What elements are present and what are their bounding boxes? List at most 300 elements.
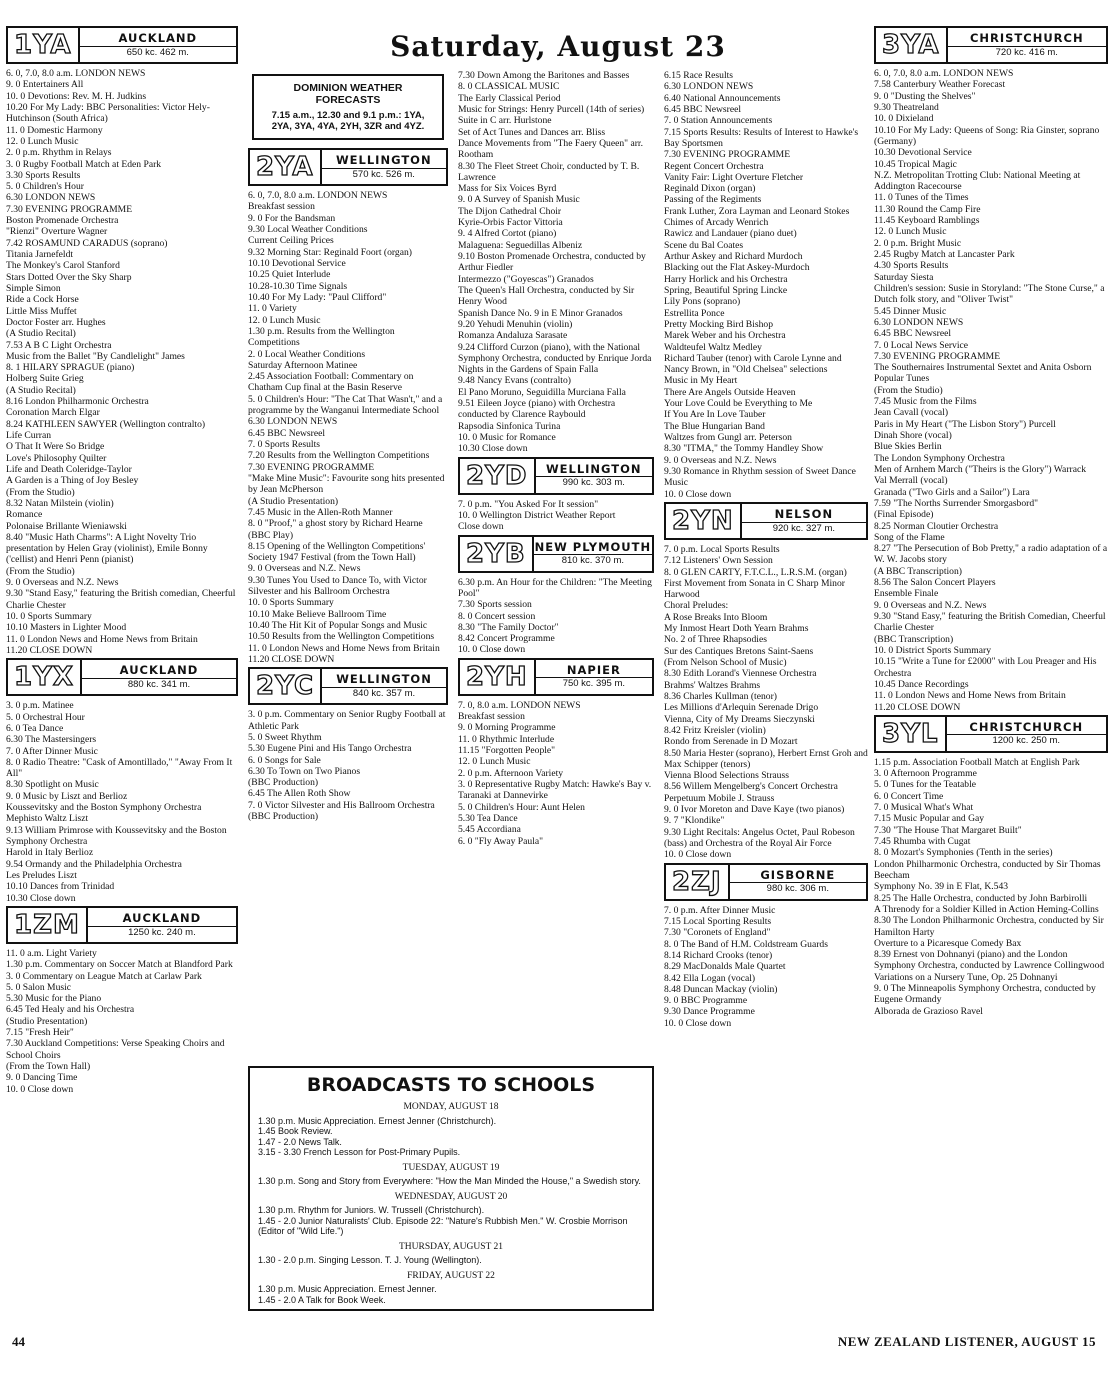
schedule-entry: 8.27 "The Persecution of Bob Pretty," a radio adaptation of a W. W. Jacobs story bbox=[874, 543, 1108, 566]
station-call-sign: 3YL bbox=[876, 717, 947, 751]
station-call-sign: 2ZJ bbox=[666, 865, 730, 899]
column-1 bbox=[6, 24, 238, 1313]
schedule-2yh-continued bbox=[664, 70, 868, 500]
schedule-entry: Les Preludes Liszt bbox=[6, 869, 77, 881]
schools-day-heading: TUESDAY, AUGUST 19 bbox=[402, 1163, 500, 1174]
schedule-entry: 11.20 CLOSE DOWN bbox=[248, 653, 335, 665]
schedule-entry: 5. 0 Children's Hour bbox=[6, 181, 84, 193]
schedule-entry: 7. 0 After Dinner Music bbox=[6, 745, 98, 757]
schedule-entry: Choral Preludes: bbox=[664, 600, 729, 612]
schedule-entry: 5. 0 Salon Music bbox=[6, 981, 72, 993]
schedule-entry: 9.13 William Primrose with Koussevitsky and the Boston Symphony Orchestra bbox=[6, 824, 227, 847]
schedule-entry: 3. 0 Rugby Football Match at Eden Park bbox=[6, 158, 162, 170]
schedule-entry: 11. 0 Tunes of the Times bbox=[874, 192, 969, 204]
schedule-2ya-continued bbox=[458, 70, 654, 455]
schedule-entry: 11. 0 London News and Home News from Britain bbox=[874, 690, 1066, 702]
schedule-entry: My Inmost Heart Doth Yearn Brahms bbox=[664, 623, 809, 635]
schedule-entry: 8.50 Maria Hester (soprano), Herbert Ernst Groh and Max Schipper (tenors) bbox=[664, 747, 868, 770]
schedule-entry: Life Curran bbox=[6, 430, 52, 441]
schedule-entry: 9. 0 Overseas and N.Z. News bbox=[248, 563, 361, 575]
schedule-entry: Vienna Blood Selections Strauss bbox=[664, 770, 789, 782]
schedule-entry: Frank Luther, Zora Layman and Leonard Stokes bbox=[664, 205, 850, 217]
schedule-entry: 9. 0 For the Bandsman bbox=[248, 212, 336, 224]
station-frequency: 1250 kc. 240 m. bbox=[88, 926, 236, 938]
schedule-entry: 6.45 BBC Newsreel bbox=[664, 103, 742, 115]
schedule-entry: 10.45 Tropical Magic bbox=[874, 158, 957, 170]
schedule-entry: 9.30 Local Weather Conditions bbox=[248, 224, 368, 236]
schedule-entry: Holberg Suite Grieg bbox=[6, 373, 84, 385]
schedule-entry: 7.30 Sports session bbox=[458, 599, 532, 611]
schedule-entry: Simple Simon bbox=[6, 282, 61, 294]
schedule-entry: Men of Arnhem March ("Theirs is the Glory") Warrack bbox=[874, 463, 1087, 475]
schedule-entry: Mass for Six Voices Byrd bbox=[458, 183, 557, 195]
schedule-2yn bbox=[664, 544, 868, 861]
schools-entry: 1.45 - 2.0 A Talk for Book Week. bbox=[258, 1294, 386, 1305]
schedule-entry: 9. 0 Overseas and N.Z. News bbox=[664, 454, 777, 466]
schedule-entry: 6. 0 Concert Time bbox=[874, 790, 944, 802]
station-call-sign: 1YX bbox=[8, 660, 82, 694]
schedule-entry: Koussevitsky and the Boston Symphony Orchestra bbox=[6, 802, 202, 814]
schedule-entry: 6.40 National Announcements bbox=[664, 92, 781, 104]
broadcasts-to-schools-box bbox=[248, 1066, 654, 1311]
schedule-entry: 10. 0 Close down bbox=[664, 849, 732, 861]
schedule-entry: Waltzes from Gungl arr. Peterson bbox=[664, 432, 792, 443]
schedule-entry: Breakfast session bbox=[248, 201, 315, 213]
schedule-entry: 7. 0 p.m. After Dinner Music bbox=[664, 904, 776, 916]
schedule-entry: The Queen's Hall Orchestra, conducted by Sir Henry Wood bbox=[458, 284, 635, 308]
schedule-entry: A Rose Breaks Into Bloom bbox=[664, 611, 768, 623]
schedule-entry: Kyrie-Orbis Factor Vittoria bbox=[458, 217, 563, 229]
schedule-entry: 3. 0 p.m. Commentary on Senior Rugby Football at Athletic Park bbox=[248, 709, 446, 732]
schedule-entry: Set of Act Tunes and Dances arr. Bliss bbox=[458, 126, 606, 138]
schedule-entry: 7. 0, 8.0 a.m. LONDON NEWS bbox=[458, 699, 581, 711]
weather-body: 7.15 a.m., 12.30 and 9.1 p.m.: 1YA, 2YA, 3YA, 4YA, 2YH, 3ZR and 4YZ. bbox=[271, 109, 425, 132]
station-frequency: 840 kc. 357 m. bbox=[322, 687, 446, 699]
schedule-entry: Marek Weber and his Orchestra bbox=[664, 330, 786, 342]
schedule-entry: Spanish Dance No. 9 in E Minor Granados bbox=[458, 307, 623, 319]
schedule-entry: 11. 0 London News and Home News from Britain bbox=[248, 642, 440, 654]
schedule-entry: 6.45 BBC Newsreel bbox=[248, 427, 326, 439]
schedule-entry: 8.32 Natan Milstein (violin) bbox=[6, 497, 114, 509]
schedule-entry: Saturday Siesta bbox=[874, 271, 934, 283]
schedule-entry: 8.30 The Fleet Street Choir, conducted by T. B. Lawrence bbox=[458, 160, 640, 183]
schedule-entry: 11. 0 London News and Home News from Britain bbox=[6, 633, 198, 645]
schedule-entry: 8. 0 Concert session bbox=[458, 610, 536, 622]
schedule-entry: 6.15 Race Results bbox=[664, 70, 734, 81]
schedule-entry: The Dijon Cathedral Choir bbox=[458, 205, 562, 217]
schedule-entry: 7.30 Auckland Competitions: Verse Speaking Choirs and School Choirs bbox=[6, 1038, 225, 1061]
schedule-entry: 8.42 Ella Logan (vocal) bbox=[664, 972, 756, 984]
schools-entry: 1.30 p.m. Music Appreciation. Ernest Jenner. bbox=[258, 1283, 437, 1294]
schedule-entry: Scene du Bal Coates bbox=[664, 239, 744, 251]
schedule-entry: 8. 0 The Band of H.M. Coldstream Guards bbox=[664, 938, 828, 950]
schedule-entry: (BBC Play) bbox=[248, 529, 294, 541]
schedule-entry: 9.20 Yehudi Menuhin (violin) bbox=[458, 318, 573, 330]
schedule-entry: 9. 0 Morning Programme bbox=[458, 722, 556, 734]
schools-day-heading: WEDNESDAY, AUGUST 20 bbox=[394, 1191, 508, 1202]
schedule-entry: 8.15 Opening of the Wellington Competitions' Society 1947 Festival (from the Town Hall) bbox=[248, 540, 426, 564]
schedule-entry: 3. 0 Representative Rugby Match: Hawke's Bay v. Taranaki at Dannevirke bbox=[458, 778, 652, 802]
schedule-entry: The Southernaires Instrumental Sextet and Anita Osborn bbox=[874, 362, 1092, 374]
schedule-entry: 10. 0 Sports Summary bbox=[6, 611, 92, 622]
schedule-entry: 8.24 KATHLEEN SAWYER (Wellington contralto) bbox=[6, 418, 206, 430]
schedule-entry: (From the Studio) bbox=[6, 565, 75, 577]
schedule-entry: 8.30 "The Family Doctor" bbox=[458, 621, 559, 633]
schedule-entry: Romance bbox=[6, 509, 43, 521]
schedule-entry: 6.30 p.m. An Hour for the Children: "The Meeting Pool" bbox=[458, 576, 652, 599]
schedule-2yd bbox=[458, 499, 654, 533]
schedule-entry: 7.30 EVENING PROGRAMME bbox=[874, 350, 1001, 362]
schedule-entry: 8.30 Edith Lorand's Viennese Orchestra bbox=[664, 668, 817, 680]
schedule-entry: 2. 0 Local Weather Conditions bbox=[248, 348, 366, 360]
schedule-entry: 8.29 MacDonalds Male Quartet bbox=[664, 961, 786, 973]
schedule-entry: 9. 0 BBC Programme bbox=[664, 995, 748, 1007]
schedule-entry: Dance Movements from "The Faery Queen" arr. Rootham bbox=[458, 137, 643, 161]
schedule-entry: 2.45 Association Football: Commentary on Chatham Cup final at the Basin Reserve bbox=[248, 371, 414, 394]
schedule-entry: Richard Tauber (tenor) with Carole Lynne and Nancy Brown, in "Old Chelsea" selections bbox=[664, 352, 842, 376]
station-frequency: 880 kc. 341 m. bbox=[82, 678, 236, 690]
station-frequency: 650 kc. 462 m. bbox=[80, 46, 236, 58]
schools-day-heading: FRIDAY, AUGUST 22 bbox=[407, 1270, 495, 1281]
schedule-entry: 11. 0 Domestic Harmony bbox=[6, 124, 103, 136]
station-city: AUCKLAND bbox=[119, 663, 199, 678]
schedule-entry: 7.30 EVENING PROGRAMME bbox=[664, 149, 791, 161]
schedule-entry: 8.56 The Salon Concert Players bbox=[874, 577, 996, 589]
schedule-entry: 7.53 A B C Light Orchestra bbox=[6, 339, 112, 351]
schools-entry: 1.30 - 2.0 p.m. Singing Lesson. T. J. Young (Wellington). bbox=[258, 1255, 482, 1266]
schedule-entry: Waldteufel Waltz Medley bbox=[664, 341, 762, 353]
schedule-entry: 6. 0, 7.0, 8.0 a.m. LONDON NEWS bbox=[874, 68, 1014, 79]
station-banner-3ya bbox=[874, 26, 1108, 64]
schedule-entry: 11. 0 Variety bbox=[248, 303, 297, 315]
schedule-entry: 7.45 Music in the Allen-Roth Manner bbox=[248, 506, 393, 518]
schedule-entry: O That It Were So Bridge bbox=[6, 441, 105, 453]
schedule-entry: Current Ceiling Prices bbox=[248, 235, 334, 247]
schedule-entry: 7. 0 Station Announcements bbox=[664, 115, 773, 127]
schedule-entry: 9. 0 Overseas and N.Z. News bbox=[6, 577, 119, 589]
schedule-entry: 10. 0 Close down bbox=[664, 488, 732, 500]
schedule-entry: Granada ("Two Girls and a Sailor") Lara bbox=[874, 486, 1030, 498]
schedule-entry: 12. 0 Lunch Music bbox=[248, 314, 321, 326]
station-frequency: 810 kc. 370 m. bbox=[534, 554, 652, 566]
page-number: 44 bbox=[12, 1333, 25, 1349]
schedule-entry: Life and Death Coleridge-Taylor bbox=[6, 463, 132, 475]
schedule-3ya bbox=[874, 68, 1108, 713]
schedule-entry: (A Studio Recital) bbox=[6, 328, 76, 340]
station-banner-2yd bbox=[458, 457, 654, 495]
schedule-entry: Coronation March Elgar bbox=[6, 407, 100, 419]
schedule-entry: 7.30 EVENING PROGRAMME bbox=[6, 203, 133, 215]
schedule-entry: (A Studio Recital) bbox=[6, 384, 76, 396]
schedule-entry: 5.30 Music for the Piano bbox=[6, 993, 102, 1005]
schedule-entry: Ride a Cock Horse bbox=[6, 294, 79, 306]
schedule-entry: 8.42 Concert Programme bbox=[458, 633, 555, 645]
schedule-entry: 7. 0 Musical What's What bbox=[874, 802, 974, 814]
station-banner-1yx bbox=[6, 658, 238, 696]
schedule-1yx bbox=[6, 700, 238, 904]
schedule-entry: 6.45 Ted Healy and his Orchestra bbox=[6, 1004, 135, 1016]
schedule-entry: Intermezzo ("Goyescas") Granados bbox=[458, 273, 594, 285]
station-frequency: 570 kc. 526 m. bbox=[322, 168, 446, 180]
schedule-entry: "Make Mine Music": Favourite song hits presented by Jean McPherson bbox=[248, 472, 445, 496]
schedule-entry: 3. 0 Afternoon Programme bbox=[874, 768, 977, 780]
schedule-entry: Passing of the Regiments bbox=[664, 194, 762, 206]
schedule-entry: 10.45 Dance Recordings bbox=[874, 678, 969, 690]
schedule-entry: Blue Skies Berlin bbox=[874, 441, 942, 453]
weather-title: DOMINION WEATHER FORECASTS bbox=[293, 82, 403, 107]
schedule-entry: Little Miss Muffet bbox=[6, 305, 77, 317]
schedule-entry: 5. 0 Orchestral Hour bbox=[6, 711, 85, 723]
schedule-entry: 6. 0, 7.0, 8.0 a.m. LONDON NEWS bbox=[248, 190, 388, 202]
schedule-entry: Blacking out the Flat Askey-Murdoch bbox=[664, 262, 810, 274]
schedule-entry: 8. 0 GLEN CARTY, F.T.C.L., L.R.S.M. (organ) bbox=[664, 566, 847, 578]
schedule-entry: 8.39 Ernest von Dohnanyi (piano) and the London Symphony Orchestra, conducted by Lawrence Collingwood bbox=[874, 949, 1105, 972]
schedule-entry: A Threnody for a Soldier Killed in Action Heming-Collins bbox=[874, 903, 1099, 915]
schedule-entry: Music from the Ballet "By Candlelight" James bbox=[6, 350, 185, 362]
schedule-entry: Close down bbox=[458, 521, 504, 533]
schedule-entry: 10.10 Masters in Lighter Mood bbox=[6, 622, 127, 634]
schedule-entry: 10.10 Devotional Service bbox=[248, 258, 346, 270]
schedule-entry: 1.15 p.m. Association Football Match at English Park bbox=[874, 756, 1080, 768]
schedule-entry: 8. 0 Radio Theatre: "Cask of Amontillado," "Away From It All" bbox=[6, 756, 233, 780]
schedule-entry: 6.30 LONDON NEWS bbox=[874, 316, 964, 328]
schedule-entry: Pretty Mocking Bird Bishop bbox=[664, 318, 773, 330]
schedule-entry: 7. 0 Victor Silvester and His Ballroom Orchestra bbox=[248, 799, 435, 811]
schedule-entry: Breakfast session bbox=[458, 711, 525, 723]
schools-entry: 3.15 - 3.30 French Lesson for Post-Primary Pupils. bbox=[258, 1147, 461, 1158]
schedule-2yb bbox=[458, 577, 654, 656]
schedule-entry: 7.42 ROSAMUND CARADUS (soprano) bbox=[6, 237, 168, 249]
schedule-entry: 10.15 "Write a Tune for £2000" with Lou Preager and His Orchestra bbox=[874, 656, 1097, 679]
schedule-entry: 8.25 Norman Cloutier Orchestra bbox=[874, 520, 999, 532]
schedule-entry: Popular Tunes bbox=[874, 373, 930, 385]
schedule-entry: 7.20 Results from the Wellington Competitions bbox=[248, 450, 430, 462]
station-call-sign: 2YD bbox=[460, 459, 536, 493]
station-banner-1ya bbox=[6, 26, 238, 64]
publication-footer: NEW ZEALAND LISTENER, AUGUST 15 bbox=[837, 1333, 1096, 1349]
schedule-entry: (Final Episode) bbox=[874, 509, 934, 521]
schedule-entry: 6. 0, 7.0, 8.0 a.m. LONDON NEWS bbox=[6, 68, 146, 79]
schedule-entry: 12. 0 Lunch Music bbox=[874, 226, 947, 238]
station-call-sign: 1ZM bbox=[8, 908, 88, 942]
schedule-entry: 10.10 Dances from Trinidad bbox=[6, 881, 115, 893]
schedule-entry: Harry Horlick and his Orchestra bbox=[664, 273, 788, 285]
schools-entry: 1.30 p.m. Music Appreciation. Ernest Jenner (Christchurch). bbox=[258, 1115, 497, 1126]
schedule-entry: The Blue Hungarian Band bbox=[664, 420, 765, 432]
schedule-entry: 5.30 Eugene Pini and His Tango Orchestra bbox=[248, 743, 412, 755]
schedule-entry: 5.45 Dinner Music bbox=[874, 305, 947, 317]
schedule-entry: Rawicz and Landauer (piano duet) bbox=[664, 228, 797, 240]
schedule-entry: 6.30 LONDON NEWS bbox=[248, 416, 338, 428]
schedule-entry: 7.45 Rhumba with Cugat bbox=[874, 836, 971, 847]
schedule-entry: 11. 0 a.m. Light Variety bbox=[6, 947, 97, 959]
schedule-entry: Nights in the Gardens of Spain Falla bbox=[458, 364, 599, 376]
station-city: CHRISTCHURCH bbox=[969, 31, 1084, 46]
schedule-entry: 9. 7 "Klondike" bbox=[664, 815, 725, 827]
schedule-entry: 5. 0 Tunes for the Teatable bbox=[874, 779, 977, 791]
column-4 bbox=[664, 70, 868, 1313]
schedule-entry: 10.30 Close down bbox=[6, 892, 76, 904]
schools-entry: 1.45 - 2.0 Junior Naturalists' Club. Episode 22: "Nature's Rubbish Men." W. Crosbie Morrison (Editor of "Wild Life.") bbox=[258, 1215, 628, 1237]
schedule-entry: Titania Jarnefeldt bbox=[6, 249, 74, 260]
schedule-entry: 7.15 Music Popular and Gay bbox=[874, 813, 985, 825]
schedule-entry: 6. 0 Songs for Sale bbox=[248, 754, 321, 766]
schedule-entry: 9. 0 Ivor Moreton and Dave Kaye (two pianos) bbox=[664, 804, 845, 816]
station-city: NELSON bbox=[774, 506, 834, 521]
schedule-entry: London Philharmonic Orchestra, conducted by Sir Thomas Beecham bbox=[874, 858, 1101, 881]
schedule-3yl bbox=[874, 757, 1108, 1017]
station-city: NAPIER bbox=[566, 662, 621, 677]
schedule-entry: Variations on a Nursery Tune, Op. 25 Dohnanyi bbox=[874, 971, 1058, 983]
schedule-entry: 9. 0 Overseas and N.Z. News bbox=[874, 599, 987, 611]
schedule-entry: 9.24 Clifford Curzon (piano), with the National Symphony Orchestra, conducted by Enrique Jorda bbox=[458, 341, 652, 364]
schedule-entry: 9.30 Dance Programme bbox=[664, 1006, 755, 1018]
schedule-entry: Vienna, City of My Dreams Sieczynski bbox=[664, 713, 815, 725]
schedule-entry: 9. 0 The Minneapolis Symphony Orchestra, conducted by Eugene Ormandy bbox=[874, 983, 1096, 1006]
station-call-sign: 2YN bbox=[666, 504, 742, 538]
schedule-entry: 8.16 London Philharmonic Orchestra bbox=[6, 396, 149, 408]
schedule-2zj bbox=[664, 905, 868, 1029]
schedule-entry: 9. 0 A Survey of Spanish Music bbox=[458, 194, 580, 206]
schedule-entry: Song of the Flame bbox=[874, 531, 945, 543]
schedule-entry: 11.15 "Forgotten People" bbox=[458, 745, 556, 756]
schedule-entry: 9. 0 Dancing Time bbox=[6, 1072, 78, 1084]
schedule-entry: Love's Philosophy Quilter bbox=[6, 452, 107, 464]
schools-days bbox=[258, 1102, 644, 1305]
schedule-entry: 11.20 CLOSE DOWN bbox=[6, 644, 93, 656]
schedule-entry: Saturday Afternoon Matinee bbox=[248, 359, 358, 371]
schedule-entry: 10.40 For My Lady: "Paul Clifford" bbox=[248, 291, 387, 303]
schedule-entry: Arthur Askey and Richard Murdoch bbox=[664, 251, 803, 262]
schedule-entry: 8.42 Fritz Kreisler (violin) bbox=[664, 724, 766, 736]
schedule-entry: 10.10 For My Lady: Queens of Song: Ria Ginster, soprano (Germany) bbox=[874, 124, 1100, 147]
schedule-entry: 10. 0 District Sports Summary bbox=[874, 644, 991, 656]
schedule-entry: 3.30 Sports Results bbox=[6, 169, 81, 181]
schedule-entry: 9.32 Morning Star: Reginald Foort (organ) bbox=[248, 246, 412, 258]
schedule-entry: 1.30 p.m. Commentary on Soccer Match at Blandford Park bbox=[6, 959, 233, 971]
station-banner-2zj bbox=[664, 863, 868, 901]
schedule-entry: Mephisto Waltz Liszt bbox=[6, 813, 89, 825]
schedule-entry: Reginald Dixon (organ) bbox=[664, 183, 756, 195]
schedule-entry: 10.30 Close down bbox=[458, 443, 528, 455]
schools-entry: 1.47 - 2.0 News Talk. bbox=[258, 1136, 342, 1147]
schedule-entry: 11. 0 Rhythmic Interlude bbox=[458, 733, 555, 745]
schedule-entry: 8.30 Spotlight on Music bbox=[6, 779, 99, 791]
schedule-entry: 10. 0 Devotions: Rev. M. H. Judkins bbox=[6, 90, 147, 102]
schedule-entry: 9.48 Nancy Evans (contralto) bbox=[458, 375, 571, 387]
schedule-entry: 8.30 "ITMA," the Tommy Handley Show bbox=[664, 443, 824, 455]
station-call-sign: 3YA bbox=[876, 28, 948, 62]
station-city: GISBORNE bbox=[760, 867, 836, 882]
schedule-entry: 10.25 Quiet Interlude bbox=[248, 269, 331, 281]
schedule-2yc bbox=[248, 709, 448, 822]
schedule-entry: Spring, Beautiful Spring Lincke bbox=[664, 284, 788, 296]
schedule-entry: 1.30 p.m. Results from the Wellington Competitions bbox=[248, 325, 395, 349]
schedule-entry: 5. 0 Children's Hour: Aunt Helen bbox=[458, 801, 585, 813]
schedule-entry: 10. 0 Wellington District Weather Report bbox=[458, 509, 616, 521]
schedule-entry: 8. 0 CLASSICAL MUSIC bbox=[458, 81, 560, 93]
schedule-entry: 2. 0 p.m. Rhythm in Relays bbox=[6, 147, 112, 159]
schedule-entry: 6. 0 "Fly Away Paula" bbox=[458, 835, 544, 847]
schedule-entry: 10.40 The Hit Kit of Popular Songs and Music bbox=[248, 620, 428, 632]
station-frequency: 720 kc. 416 m. bbox=[948, 46, 1106, 58]
schedule-entry: (BBC Transcription) bbox=[874, 633, 954, 645]
schedule-entry: 9.51 Eileen Joyce (piano) with Orchestra conducted by Clarence Raybould bbox=[458, 398, 616, 421]
schedule-entry: Music in My Heart bbox=[664, 375, 738, 387]
schedule-entry: 9.10 Boston Promenade Orchestra, conducted by Arthur Fiedler bbox=[458, 251, 646, 274]
schedule-entry: 7.15 Sports Results: Results of Interest to Hawke's Bay Sportsmen bbox=[664, 126, 859, 149]
schedule-entry: 7.30 "Coronets of England" bbox=[664, 927, 771, 939]
schedule-entry: Rondo from Serenade in D Mozart bbox=[664, 736, 798, 748]
station-city: AUCKLAND bbox=[118, 31, 198, 46]
schedule-entry: Polonaise Brillante Wieniawski bbox=[6, 520, 127, 532]
schedule-entry: 9. 4 Alfred Cortot (piano) bbox=[458, 228, 557, 240]
schedule-entry: Symphony No. 39 in E Flat, K.543 bbox=[874, 881, 1009, 893]
schedule-entry: 3. 0 Commentary on League Match at Carlaw Park bbox=[6, 970, 202, 982]
page-date-header: Saturday, August 23 bbox=[390, 30, 726, 63]
station-call-sign: 2YB bbox=[460, 537, 534, 571]
schedule-entry: Chimes of Arcady Wenrich bbox=[664, 217, 769, 229]
schedule-entry: Paris in My Heart ("The Lisbon Story") Purcell bbox=[874, 418, 1056, 430]
schedule-entry: 6.30 The Mastersingers bbox=[6, 734, 97, 746]
schedule-entry: 5. 0 Children's Hour: "The Cat That Wasn't," and a programme by the Wanganui Intermediate School bbox=[248, 393, 443, 417]
schedule-entry: 10. 0 Sports Summary bbox=[248, 597, 334, 609]
schedule-entry: (A Studio Presentation) bbox=[248, 495, 339, 507]
schedule-entry: 9. 0 Music by Liszt and Berlioz bbox=[6, 790, 128, 802]
schedule-entry: Harold in Italy Berlioz bbox=[6, 847, 94, 859]
schedule-entry: 8.36 Charles Kullman (tenor) bbox=[664, 690, 777, 702]
weather-forecast-box bbox=[252, 74, 444, 140]
station-frequency: 750 kc. 395 m. bbox=[536, 677, 652, 689]
schedule-entry: 7. 0 p.m. Local Sports Results bbox=[664, 543, 780, 555]
schedule-entry: 9.54 Ormandy and the Philadelphia Orchestra bbox=[6, 858, 182, 870]
schedule-entry: (From the Studio) bbox=[6, 486, 75, 498]
schedule-entry: 5.30 Tea Dance bbox=[458, 812, 518, 824]
schedule-entry: 6.45 The Allen Roth Show bbox=[248, 788, 351, 800]
schedule-entry: 7.45 Music from the Films bbox=[874, 396, 977, 408]
schedule-entry: 7.58 Canterbury Weather Forecast bbox=[874, 79, 1006, 91]
schools-entry: 1.45 Book Review. bbox=[258, 1126, 333, 1137]
schedule-entry: 11.45 Keyboard Ramblings bbox=[874, 215, 980, 227]
schools-title: BROADCASTS TO SCHOOLS bbox=[306, 1074, 596, 1096]
schedule-entry: (From the Studio) bbox=[874, 384, 943, 396]
schedule-entry: 8. 0 Mozart's Symphonies (Tenth in the series) bbox=[874, 847, 1053, 859]
schedule-entry: "Rienzi" Overture Wagner bbox=[6, 226, 108, 238]
station-frequency: 990 kc. 303 m. bbox=[536, 476, 653, 488]
station-city: AUCKLAND bbox=[122, 910, 202, 925]
schedule-entry: Boston Promenade Orchestra bbox=[6, 215, 119, 227]
schedule-entry: 2.45 Rugby Match at Lancaster Park bbox=[874, 249, 1015, 260]
schedule-entry: 10.50 Results from the Wellington Competitions bbox=[248, 631, 435, 643]
schedule-entry: Perpetuum Mobile J. Strauss bbox=[664, 792, 775, 804]
schools-entry: 1.30 p.m. Rhythm for Juniors. W. Trussell (Christchurch). bbox=[258, 1205, 485, 1216]
schedule-entry: (Studio Presentation) bbox=[6, 1015, 88, 1027]
station-banner-2yc bbox=[248, 667, 448, 705]
schedule-entry: 10. 0 Close down bbox=[6, 1083, 74, 1095]
schedule-entry: 8.40 "Music Hath Charms": A Light Novelty Trio presentation by Helen Gray (violinist), Emile Bonny ('cellist) and Henri Penn (pianist) bbox=[6, 531, 208, 566]
schedule-entry: 9.30 "Stand Easy," featuring the British comedian, Cheerful Charlie Chester bbox=[6, 588, 236, 611]
schedule-entry: Suite in C arr. Hurlstone bbox=[458, 115, 552, 127]
schedule-2ya bbox=[248, 190, 448, 665]
schedule-entry: 7.12 Listeners' Own Session bbox=[664, 555, 773, 567]
schedule-entry: Children's session: Susie in Storyland: "The Stone Curse," a Dutch folk story, and "Oliver Twist" bbox=[874, 282, 1105, 306]
schedule-entry: 10. 0 Close down bbox=[458, 644, 526, 656]
schedule-entry: 7.30 EVENING PROGRAMME bbox=[248, 461, 375, 473]
schedule-entry: 2. 0 p.m. Bright Music bbox=[874, 237, 962, 249]
schedule-entry: If You Are In Love Tauber bbox=[664, 409, 766, 421]
schedule-entry: 6.45 BBC Newsreel bbox=[874, 328, 952, 340]
station-city: WELLINGTON bbox=[336, 672, 432, 687]
